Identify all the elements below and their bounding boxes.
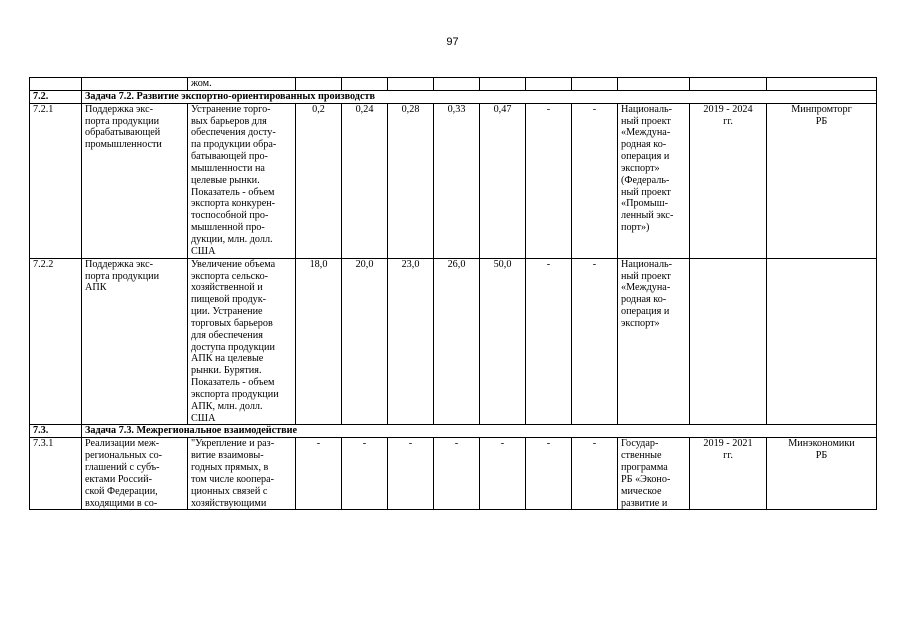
cell-line: Увеличение объема	[191, 258, 276, 270]
cell-line: торговых барьеров	[191, 317, 273, 329]
cell-line: ции. Устранение	[191, 306, 263, 318]
cell-line: АПК, млн. долл.	[191, 400, 263, 412]
cell-line: Минэкономики	[788, 438, 855, 450]
cell-line: па продукции обра-	[191, 139, 277, 151]
cell-line: развитие и	[621, 497, 668, 509]
value-cell: -	[572, 103, 618, 258]
cell-line: хозяйственной и	[191, 282, 263, 294]
cell-line: 2019 - 2021	[703, 438, 753, 450]
cell-line: Государ-	[621, 438, 659, 450]
cell-line: экспорта продукции	[191, 388, 279, 400]
cell-line: РБ	[815, 115, 828, 127]
value-cell: -	[480, 438, 526, 510]
cell-line: для обеспечения	[191, 329, 263, 341]
cell-line: экспорта конкурен-	[191, 198, 276, 210]
value-cell: -	[572, 258, 618, 425]
indicator-cell	[188, 258, 296, 425]
cell-line: ный проект	[621, 270, 671, 282]
cell-line: программа	[621, 462, 668, 473]
cell-line: Показатель - объем	[191, 186, 275, 198]
cell-line: порт»)	[621, 222, 650, 234]
cell-line: Минпромторг	[791, 103, 852, 115]
program-cell	[618, 103, 690, 258]
value-cell: -	[434, 438, 480, 510]
cell-line: «Промыш-	[621, 198, 668, 210]
task-title: Задача 7.2. Развитие экспортно-ориентированных производств	[82, 90, 877, 103]
cell-line: глашений с субъ-	[85, 462, 160, 473]
value-cell: -	[342, 438, 388, 510]
cell-line: годных прямых, в	[191, 462, 269, 473]
cell-line: экспорт»	[621, 317, 660, 329]
value-cell: 20,0	[342, 258, 388, 425]
task-row	[30, 425, 877, 438]
period-cell	[690, 438, 767, 510]
cell-line: пищевой продук-	[191, 294, 267, 306]
cell-line: "Укрепление и раз-	[191, 438, 275, 450]
cell-line: том числе коопера-	[191, 473, 275, 485]
cell-line: Националь-	[621, 103, 673, 115]
measure-cell	[82, 438, 188, 510]
program-table	[29, 77, 877, 510]
cell-line: операция и	[621, 151, 670, 163]
cell-line: ленный экс-	[621, 210, 674, 222]
row-number: 7.2.1	[30, 103, 82, 258]
cell-line: ской Федерации,	[85, 485, 158, 497]
continuation-row	[30, 78, 877, 91]
cell-line: вых барьеров для	[191, 115, 267, 127]
executor-cell	[767, 258, 877, 425]
task-title: Задача 7.3. Межрегиональное взаимодействие	[82, 425, 877, 438]
measure-row	[30, 103, 877, 258]
measure-row	[30, 438, 877, 510]
row-number: 7.3.1	[30, 438, 82, 510]
cell-line: экспорт»	[621, 162, 660, 174]
indicator-cell	[188, 438, 296, 510]
cell-line: обеспечения досту-	[191, 127, 276, 139]
cell-line: обрабатывающей	[85, 127, 161, 139]
cell-line: Показатель - объем	[191, 377, 275, 389]
cell-line: родная ко-	[621, 139, 667, 151]
cell-line: родная ко-	[621, 294, 667, 306]
cell-line: «Междуна-	[621, 127, 671, 139]
cell-line: мическое	[621, 485, 662, 497]
executor-cell	[767, 103, 877, 258]
value-cell: -	[526, 258, 572, 425]
value-cell: 0,33	[434, 103, 480, 258]
program-cell	[618, 258, 690, 425]
cell-line: Поддержка экс-	[85, 103, 154, 115]
cell-line: доступа продукции	[191, 341, 275, 353]
value-cell: 0,28	[388, 103, 434, 258]
cell-line: тоспособной про-	[191, 210, 269, 222]
value-cell: -	[526, 438, 572, 510]
cell-line: Реализации меж-	[85, 438, 160, 450]
value-cell: 0,47	[480, 103, 526, 258]
indicator-cell: жом.	[188, 78, 296, 91]
page-number: 97	[446, 36, 459, 48]
value-cell: 23,0	[388, 258, 434, 425]
cell-line: витие взаимовы-	[191, 450, 264, 462]
cell-line: гг.	[723, 115, 733, 127]
task-row	[30, 90, 877, 103]
value-cell: 26,0	[434, 258, 480, 425]
cell-line: Поддержка экс-	[85, 258, 154, 270]
measure-row	[30, 258, 877, 425]
cell-line: рынки. Бурятия.	[191, 365, 262, 377]
task-number: 7.2.	[30, 90, 82, 103]
cell-line: ционных связей с	[191, 485, 268, 497]
cell-line: мышленности на	[191, 162, 265, 174]
cell-line: гг.	[723, 450, 733, 462]
cell-line: порта продукции	[85, 270, 160, 282]
cell-line: США	[191, 245, 216, 257]
cell-line: промышленности	[85, 139, 162, 151]
value-cell: -	[526, 103, 572, 258]
cell-line: мышленной про-	[191, 222, 265, 234]
cell-line: ственные	[621, 450, 662, 462]
cell-line: РБ «Эконо-	[621, 473, 671, 485]
cell-line: операция и	[621, 306, 670, 318]
cell-line: целевые рынки.	[191, 174, 260, 186]
cell-line: «Междуна-	[621, 282, 671, 294]
value-cell: -	[388, 438, 434, 510]
cell-line: ный проект	[621, 115, 671, 127]
measure-cell	[82, 103, 188, 258]
cell-line: экспорта сельско-	[191, 270, 269, 282]
value-cell: 0,2	[296, 103, 342, 258]
executor-cell	[767, 438, 877, 510]
cell-line: батывающей про-	[191, 151, 268, 163]
program-cell	[618, 438, 690, 510]
value-cell: -	[296, 438, 342, 510]
value-cell: -	[572, 438, 618, 510]
measure-cell	[82, 258, 188, 425]
cell-line: дукции, млн. долл.	[191, 233, 273, 245]
cell-line: (Федераль-	[621, 174, 670, 186]
cell-line: Националь-	[621, 258, 673, 270]
row-number: 7.2.2	[30, 258, 82, 425]
task-number: 7.3.	[30, 425, 82, 438]
cell-line: порта продукции	[85, 115, 160, 127]
value-cell: 50,0	[480, 258, 526, 425]
cell-line: АПК	[85, 282, 107, 294]
cell-line: 2019 - 2024	[703, 103, 753, 115]
cell-line: хозяйствующими	[191, 497, 267, 509]
value-cell: 0,24	[342, 103, 388, 258]
cell-line: Устранение торго-	[191, 103, 271, 115]
cell-line: ный проект	[621, 186, 671, 198]
cell-line: ектами Россий-	[85, 473, 152, 485]
period-cell	[690, 103, 767, 258]
indicator-cell	[188, 103, 296, 258]
cell-line: региональных со-	[85, 450, 163, 462]
cell-line: входящими в со-	[85, 497, 158, 509]
value-cell: 18,0	[296, 258, 342, 425]
cell-line: АПК на целевые	[191, 353, 264, 365]
cell-line: РБ	[815, 450, 828, 462]
cell-line: США	[191, 412, 216, 424]
period-cell	[690, 258, 767, 425]
